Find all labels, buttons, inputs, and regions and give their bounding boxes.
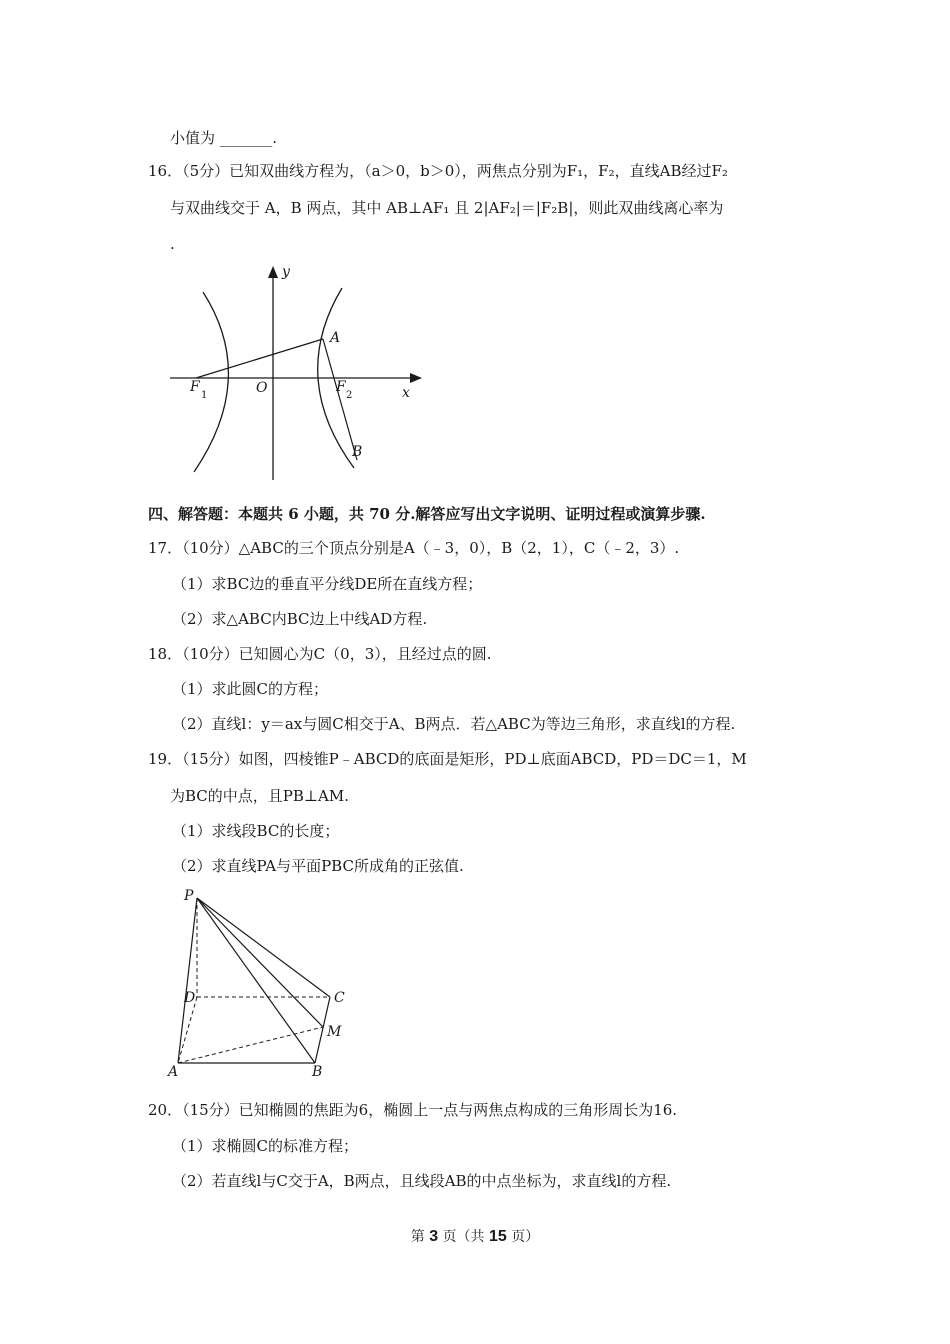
label-F1-sub: 1: [201, 390, 208, 401]
page-number: 3: [429, 1228, 439, 1245]
text-line: （2）求直线PA与平面PBC所成角的正弦值.: [172, 857, 464, 875]
label-B: B: [312, 1064, 323, 1080]
text-line: 为BC的中点，且PB⊥AM.: [170, 787, 349, 805]
label-x: x: [402, 385, 410, 401]
footer-mid: 页（共: [438, 1229, 489, 1245]
label-F1: F: [190, 379, 200, 395]
text-line: （1）求此圆C的方程；: [172, 680, 329, 698]
text-line: .: [170, 235, 175, 253]
label-B: B: [352, 444, 363, 460]
label-y: y: [282, 264, 290, 280]
label-O: O: [256, 380, 268, 396]
label-F2-sub: 2: [346, 390, 353, 401]
label-C: C: [334, 990, 345, 1006]
label-P: P: [184, 888, 194, 904]
label-M: M: [327, 1024, 342, 1040]
page-total: 15: [489, 1228, 507, 1245]
text-line: （1）求BC边的垂直平分线DE所在直线方程；: [172, 575, 483, 593]
question-19: 19．（15分）如图，四棱锥P﹣ABCD的底面是矩形，PD⊥底面ABCD，PD＝DC＝1，M: [148, 750, 747, 768]
footer-post: 页）: [506, 1229, 540, 1245]
label-D: D: [184, 990, 196, 1006]
text-line: （1）求椭圆C的标准方程；: [172, 1137, 359, 1155]
label-F2: F: [336, 379, 346, 395]
footer-pre: 第: [410, 1229, 430, 1245]
text-line: （1）求线段BC的长度；: [172, 822, 340, 840]
label-A: A: [330, 330, 341, 346]
text-line: （2）若直线l与C交于A，B两点，且线段AB的中点坐标为，求直线l的方程.: [172, 1172, 672, 1190]
text-line: 小值为 _______.: [170, 129, 278, 147]
question-17: 17．（10分）△ABC的三个顶点分别是A（﹣3，0），B（2，1），C（﹣2，3）.: [148, 539, 680, 557]
text-line: （2）直线l：y＝ax与圆C相交于A、B两点．若△ABC为等边三角形，求直线l的方程.: [172, 715, 736, 733]
question-20: 20．（15分）已知椭圆的焦距为6，椭圆上一点与两焦点构成的三角形周长为16.: [148, 1101, 678, 1119]
section-heading: 四、解答题：本题共 6 小题，共 70 分.解答应写出文字说明、证明过程或演算步骤.: [148, 505, 706, 523]
page-footer: [0, 1226, 950, 1246]
text-line: 与双曲线交于 A，B 两点，其中 AB⊥AF₁ 且 2|AF₂|＝|F₂B|，则此双曲线离心率为: [170, 199, 724, 217]
question-18: 18．（10分）已知圆心为C（0，3），且经过点的圆.: [148, 645, 492, 663]
hyperbola-figure: [160, 258, 430, 488]
question-16: 16．（5分）已知双曲线方程为，（a＞0，b＞0），两焦点分别为F₁，F₂，直线AB经过F₂: [148, 162, 728, 180]
text-line: （2）求△ABC内BC边上中线AD方程.: [172, 610, 428, 628]
label-A: A: [168, 1064, 179, 1080]
pyramid-figure: [160, 880, 360, 1080]
